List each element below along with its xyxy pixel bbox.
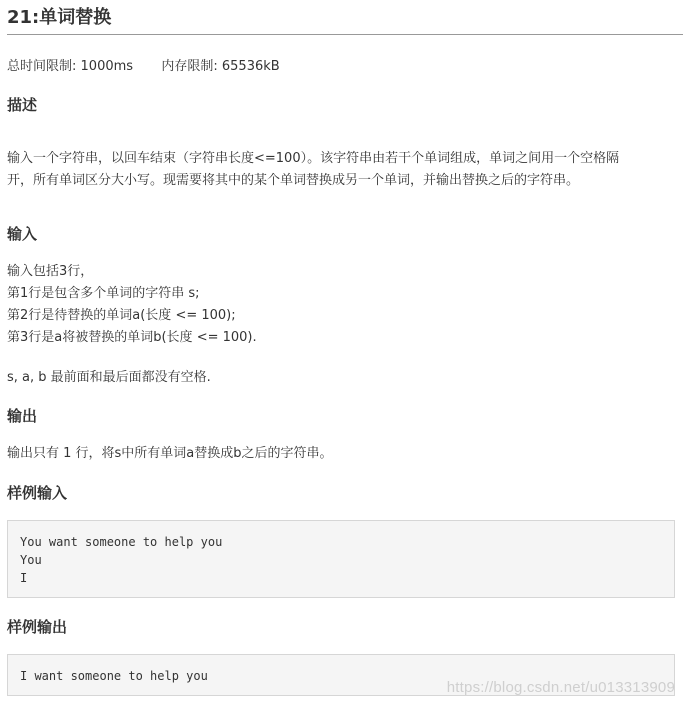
watermark: https://blog.csdn.net/u013313909 [446,679,675,696]
sample-output-line: I want someone to help you [20,669,208,683]
problem-title: 21:单词替换 [7,7,112,28]
input-line: 第2行是待替换的单词a(长度 <= 100); [7,308,236,323]
time-limit-label: 总时间限制: [7,59,77,74]
input-note [7,367,675,389]
output-line: 输出只有 1 行，将s中所有单词a替换成b之后的字符串。 [7,446,333,461]
input-heading: 输入 [7,225,38,243]
sample-input-line: You [20,553,42,567]
input-line: 输入包括3行， [7,264,94,279]
input-note-line: s, a, b 最前面和最后面都没有空格. [7,370,211,385]
memory-limit-value: 65536kB [221,59,280,74]
sample-input-box [7,520,675,598]
limits-line [7,58,280,76]
memory-limit-label: 内存限制: [161,59,218,74]
description-text [7,148,675,192]
input-line: 第1行是包含多个单词的字符串 s; [7,286,200,301]
sample-input-line: I [20,571,28,585]
description-heading: 描述 [7,96,38,114]
sample-input-line: You want someone to help you [20,535,223,549]
sample-input-heading: 样例输入 [7,484,68,502]
description-line: 输入一个字符串，以回车结束（字符串长度<=100）。该字符串由若干个单词组成，单词之间用一个空格隔 [7,151,620,166]
input-line: 第3行是a将被替换的单词b(长度 <= 100). [7,330,257,345]
title-divider [7,34,683,35]
sample-output-heading: 样例输出 [7,618,68,636]
input-text [7,261,675,349]
output-text [7,443,675,465]
time-limit-value: 1000ms [80,59,134,74]
output-heading: 输出 [7,407,38,425]
description-line: 开，所有单词区分大小写。现需要将其中的某个单词替换成另一个单词，并输出替换之后的字符串。 [7,173,580,188]
